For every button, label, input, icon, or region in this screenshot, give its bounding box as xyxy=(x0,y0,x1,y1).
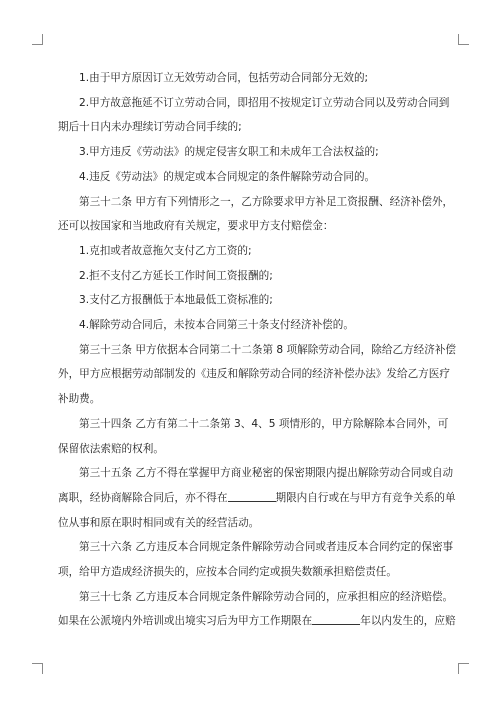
clause-32-item-2: 2.拒不支付乙方延长工作时间工资报酬的; xyxy=(79,269,273,282)
fill-blank-period xyxy=(228,491,276,502)
clause-35-line-2-b: 期限内自行或在与甲方有竞争关系的单 xyxy=(275,491,456,504)
clause-33-line-3: 补助费。 xyxy=(58,393,101,406)
clause-32-item-4: 4.解除劳动合同后，未按本合同第三十条支付经济补偿的。 xyxy=(79,319,354,332)
clause-32-item-3: 3.支付乙方报酬低于本地最低工资标准的; xyxy=(79,294,273,307)
fill-blank-years xyxy=(312,614,360,625)
crop-mark-bottom-left xyxy=(32,663,43,674)
document-body xyxy=(58,66,457,634)
clause-31-item-3: 3.甲方违反《劳动法》的规定侵害女职工和未成年工合法权益的; xyxy=(79,146,379,159)
clause-35-line-3: 位从事和原在职时相同或有关的经营活动。 xyxy=(58,516,260,529)
clause-33-line-1: 第三十三条 甲方依据本合同第二十二条第 8 项解除劳动合同，除给乙方经济补偿 xyxy=(79,343,457,356)
clause-32-cont: 还可以按国家和当地政府有关规定，要求甲方支付赔偿金： xyxy=(58,220,334,233)
clause-31-item-1: 1.由于甲方原因订立无效劳动合同，包括劳动合同部分无效的; xyxy=(79,72,369,84)
clause-34-line-1: 第三十四条 乙方有第二十二条第 3、4、5 项情形的，甲方除解除本合同外，可 xyxy=(79,417,449,430)
clause-37-line-2-a: 如果在公派境内外培训或出境实习后为甲方工作期限在 xyxy=(58,615,313,628)
clause-37-line-1: 第三十七条 乙方违反本合同规定条件解除劳动合同的，应承担相应的经济赔偿。 xyxy=(79,590,454,603)
clause-31-item-2-cont: 期后十日内未办理续订劳动合同手续的; xyxy=(58,121,242,134)
crop-mark-bottom-right xyxy=(458,663,469,674)
crop-mark-top-right xyxy=(458,34,469,45)
crop-mark-top-left xyxy=(32,34,43,45)
clause-37-line-2-b: 年以内发生的，应赔 xyxy=(360,615,456,628)
clause-35-line-2-a: 离职，经协商解除合同后，亦不得在 xyxy=(58,491,228,504)
clause-35-line-1: 第三十五条 乙方不得在掌握甲方商业秘密的保密期限内提出解除劳动合同或自动 xyxy=(79,467,454,480)
clause-31-item-2: 2.甲方故意拖延不订立劳动合同，即招用不按规定订立劳动合同以及劳动合同到 xyxy=(79,96,450,109)
clause-37-line-2 xyxy=(58,609,456,634)
clause-32-item-1: 1.克扣或者故意拖欠支付乙方工资的; xyxy=(79,244,252,257)
clause-34-line-2: 保留依法索赔的权利。 xyxy=(58,442,164,455)
clause-32-heading: 第三十二条 甲方有下列情形之一，乙方除要求甲方补足工资报酬、经济补偿外， xyxy=(79,195,454,208)
clause-31-item-4: 4.违反《劳动法》的规定或本合同规定的条件解除劳动合同的。 xyxy=(79,170,376,183)
clause-33-line-2: 外，甲方应根据劳动部制发的《违反和解除劳动合同的经济补偿办法》发给乙方医疗 xyxy=(58,368,450,381)
clause-36-line-2: 项，给甲方造成经济损失的，应按本合同约定或损失数额承担赔偿责任。 xyxy=(58,566,397,579)
clause-36-line-1: 第三十六条 乙方违反本合同规定条件解除劳动合同或者违反本合同约定的保密事 xyxy=(79,541,454,554)
clause-35-line-2 xyxy=(58,486,456,511)
